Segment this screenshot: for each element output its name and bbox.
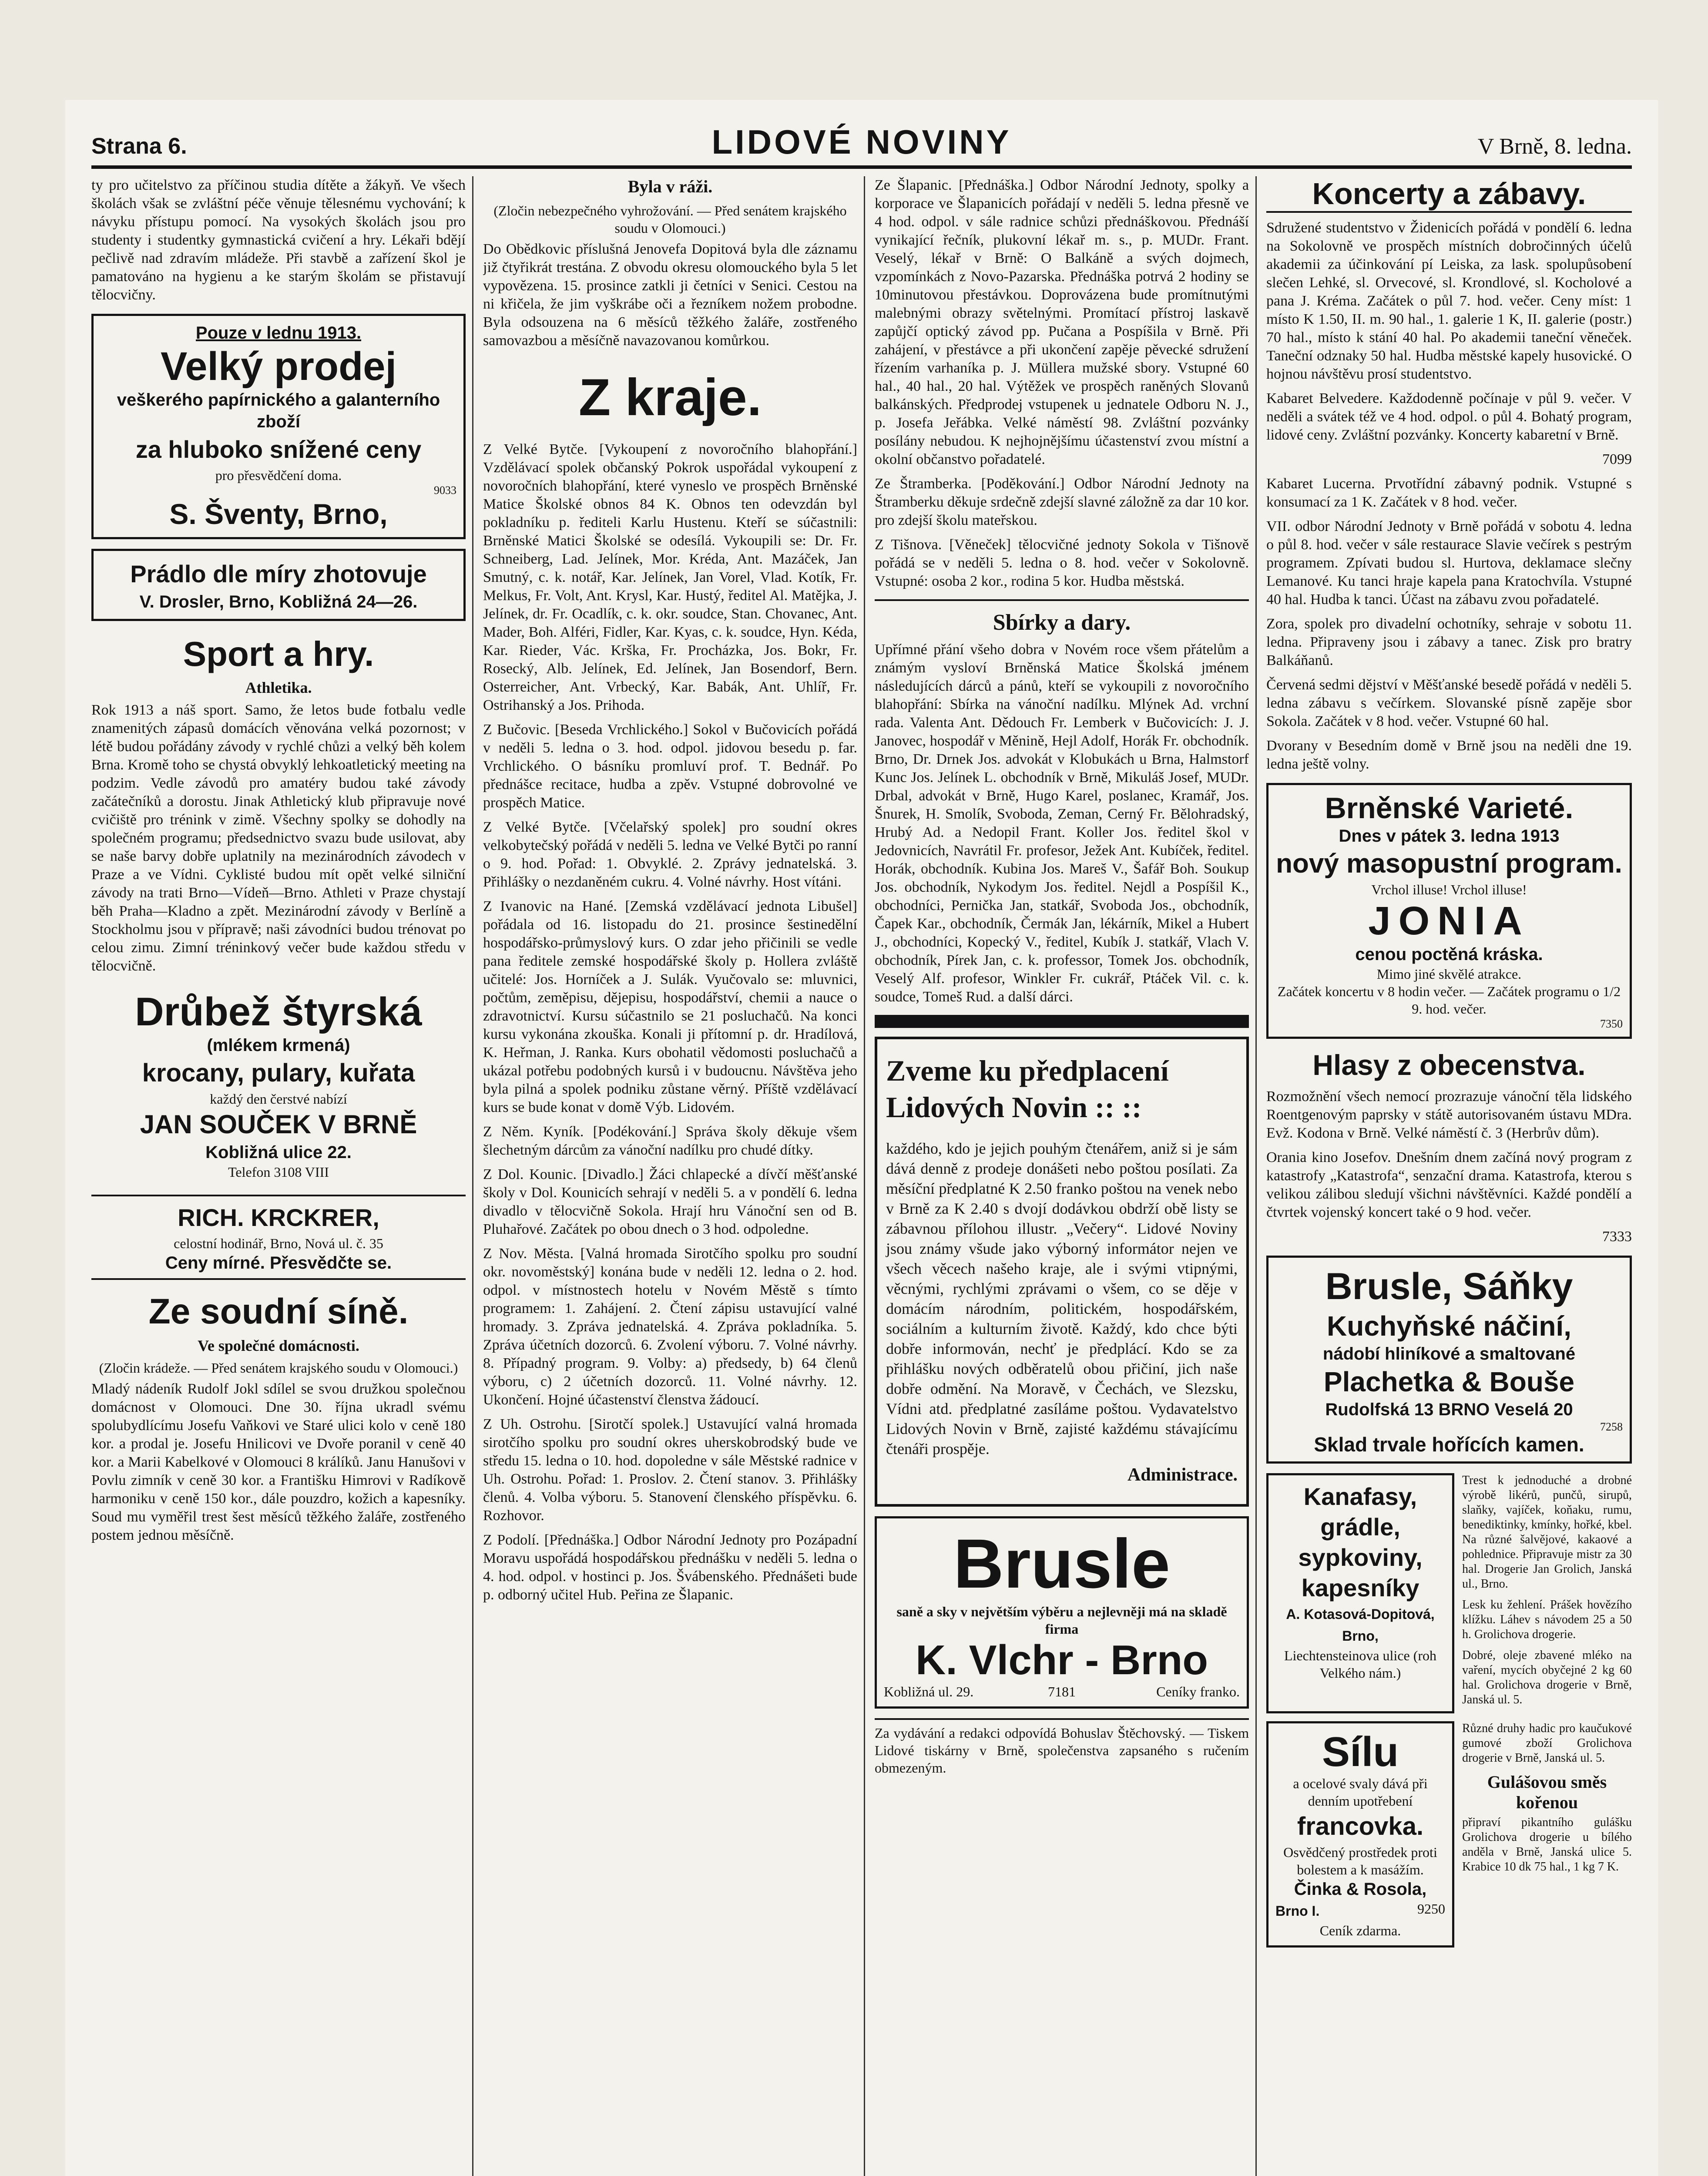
section-title-hlasy: Hlasy z obecenstva.	[1312, 1049, 1586, 1081]
small-ad: připraví pikantního gulášku Grolichova drogerie u bílého anděla v Brně, Janská ulice 5. Krabice 10 dk 75 hal., 1 kg 7 K.	[1462, 1816, 1632, 1874]
hlasy-item: Orania kino Josefov. Dnešním dnem začíná nový program z katastrofy „Katastrofa“, senzační drama. Katastrofa, kterou s velikou zálibou sledují všichni návštěvníci. Každé pondělí a čtvrtek vojenský koncert také o 9 hod. večer.	[1266, 1149, 1632, 1220]
notice-text: každého, kdo je jejich pouhým čtenářem, aniž si je sám dává denně z prodeje donášeti nebo poštou posílati. Za měsíční předplatné K 2.50 franko poštou na venek nebo v Brně za K 2.40 s dvojí dodávkou obdrží obě listy se zábavnou přílohou illustr. „Večery“. Lidové Noviny jsou známy všude jako výborný informátor nejen ve všech věcech našeho kraje, ale i svými vtipnými, věcnými, rychlými zprávami o všem, co se děje v domácím národním, politickém, hospodářském, sociálním a kulturním životě. Každý, kdo chce býti dobře informován, nechť je předplácí. Kdo se za přihlášku nových odběratelů obou přičiní, jich naše dobře odmění. Na Moravě, v Čechách, ve Slezsku, Vídni atd. předplatné zasíláme poštou. Vydavatelstvo Lidových Novin v Brně, zajisté každému stávajícímu čtenáři prospěje.	[886, 1140, 1238, 1457]
ad-note: Mimo jiné skvělé atrakce.	[1376, 966, 1522, 982]
ad-prices: za hluboko snížené ceny	[135, 436, 422, 463]
ad-title: Prádlo dle míry zhotovuje	[130, 560, 427, 588]
issue-date: V Brně, 8. ledna.	[1477, 134, 1632, 159]
ad-address: Kobližná ulice 22.	[205, 1143, 352, 1162]
ad-title: Kanafasy, grádle, sypkoviny, kapesníky	[1298, 1483, 1423, 1602]
ad-star-sub: cenou poctěná kráska.	[1355, 945, 1543, 964]
ad-note: pro přesvědčení doma.	[215, 467, 342, 483]
sport-article: Rok 1913 a náš sport. Samo, že letos bude fotbalu vedle znamenitých zápasů domácích věnována velká pozornost; v létě budou pořádány závody v rychlé chůzi a velký běh kolem Brna. Kromě toho se chystá obvyklý lehkoatletický meeting na podzim. Vedle závodů pro amatéry budou také závody začátečníků a dorostu. Jinak Athletický klub připravuje nové cvičiště pro trénink v zimě. Všechny spolky se dohodly na společném programu; předsednictvo svazu bude usilovat, aby se naše barvy dobře uplatnily na mezinárodních závodech v Praze a ve Vídni. Cyklisté budou mít opět velké silniční závody na trati Brno—Vídeň—Brno. Athleti v Praze chystají běh Praha—Kladno a zpět. Mezinárodní závody v Berlíně a Stockholmu jsou v přípravě; naši závodníci budou trénovat po celou zimu. Zimní tréninkový večer bude každou středu v tělocvičně.	[91, 702, 466, 974]
ad-start: Začátek koncertu v 8 hodin večer. — Začátek programu o 1/2 9. hod. večer.	[1277, 984, 1621, 1017]
ad-number: 9250	[1417, 1901, 1445, 1917]
kraje-item: Z Nov. Města. [Valná hromada Sirotčího spolku pro soudní okr. novoměstský] konána bude v neděli 12. ledna o 2. hod. odpol. v místnostech hotelu v Novém Městě s tímto programem: 1. Zahájení. 2. Čtení zápisu ustavující valné hromady. 3. Zpráva jednatelská. 4. Zpráva pokladníka. 5. Zpráva účetních dozorců. 6. Zvolení výboru. 7. Volné návrhy. 8. Případný program. 9. Volby: a) předsedy, b) 64 členů výboru, c) 2 účetních dozorců. 11. Volné návrhy. 12. Ukončení. Hojné účastenství členstva žádoucí.	[483, 1246, 857, 1408]
article-subtitle: (Zločin krádeže. — Před senátem krajského soudu v Olomouci.)	[99, 1360, 458, 1376]
column-1	[91, 176, 466, 2176]
ad-kreker	[91, 1195, 466, 1280]
page-number: Strana 6.	[91, 134, 187, 159]
koncerty-item: Kabaret Lucerna. Prvotřídní zábavný podnik. Vstupné s konsumací za 1 K. Začátek v 8 hod. večer.	[1266, 476, 1632, 510]
ad-number: 7099	[1602, 451, 1632, 467]
news-item: Ze Šlapanic. [Přednáška.] Odbor Národní Jednoty, spolky a korporace ve Šlapanicích pořádají v neděli 5. ledna přesně ve 4 hod. odpol. v sále radnice schůzi přednáškovou. Přednáší vynikající řečník, plukovní lékař m. s., p. MUDr. Frant. Veselý, lékař v Brně: O Balkáně a svých dojmech, vzpomínkách z Novo-Pazarska. Přednáška potrvá 2 hodiny se 10minutovou přestávkou. Doprovázena bude promítnutými malebnými obrazy světelnými. Promítací přístroj laskavě zapůjčí optický závod pp. Pučana a Pospíšila v Brně. Při zahájení, v přestávce a při ukončení zapěje pěvecké sdružení řízením varhaníka p. J. Müllera mužské sbory. Vstupné 60 hal., 40 hal., 20 hal. Výtěžek ve prospěch raněných Slovanů balkánských. Předprodej vstupenek u jednatele Odboru N. J., p. Josefa Jeřábka. Velké náměstí 98. Zvláštní pozvánky posílány nebudou. K nejhojnějšímu účastenství zvou místní a okolní občanstvo pořadatelé.	[875, 177, 1249, 467]
section-title-court: Ze soudní síně.	[148, 1292, 409, 1331]
ad-francovka	[1266, 1721, 1454, 1948]
ad-footer: Sklad trvale hořících kamen.	[1314, 1433, 1584, 1456]
court-article: Mladý nádeník Rudolf Jokl sdílel se svou družkou společnou domácnost v Olomouci. Dne 30. října ukradl svému spolubydlícímu Josefu Vaňkovi ve Staré ulici kolo v ceně 180 kor. a prodal je. Josefu Hnilicovi ve Dvoře poranil v ceně 40 kor. a Marii Kabelkové v Olomouci 8 králíků. Janu Hanušovi v Povlu zimník v ceně 30 kor. a Františku Himrovi v Radíkově harmoniku v ceně 150 kor., dále pouzdro, kožich a kapesníky. Soud mu vyměřil trest šest měsíců těžkého žaláře, zostřeného postem jednou měsíčně.	[91, 1381, 466, 1543]
ad-note: Ceníky franko.	[1156, 1684, 1240, 1699]
section-subtitle: Athletika.	[245, 679, 312, 696]
ad-velky-prodej	[91, 314, 466, 539]
column-3	[875, 176, 1249, 2176]
ad-number: 7181	[1048, 1684, 1076, 1699]
ad-title: Sílu	[1322, 1729, 1399, 1775]
kraje-item: Z Velké Bytče. [Vykoupení z novoročního blahopřání.] Vzdělávací spolek občanský Pokrok uspořádal vykoupení z novoročních blahopřání, které vyneslo ve prospěch Brněnské Matice Školské obnos 84 K. Obnos ten odevzdán byl pokladníku p. řediteli Karlu Hustenu. Kteří se súčastnili: Brněnské Matici Školské se odesílá. Vykoupili se: Dr. Fr. Schneiberg, Lad. Jelínek, Mor. Kréda, Ant. Mazáček, Jan Smutný, c. k. notář, Kar. Jelínek, Jan Vorel, Vlad. Kotík, Fr. Melkus, Fr. Volt, Ant. Krysl, Kar. Hustý, ředitel Al. Matějka, J. Jelínek, dr. Fr. Ocadlík, c. k. okr. soudce, Stan. Chovanec, Ant. Mader, Boh. Alféri, Fidler, Kar. Kyas, c. k. soudce, Hyn. Kéda, Kar. Rieder, Vác. Krška, Fr. Procházka, Jos. Bokr, Fr. Rosecký, Alb. Jelínek, Ed. Jelínek, Jan Bosendorf, Bern. Osterreicher, Ant. Vrbecký, Kar. Babák, Ant. Uhlíř, Fr. Ostrihanský a Jos. Prihoda.	[483, 441, 857, 713]
ad-note: Vrchol illuse! Vrchol illuse!	[1371, 882, 1527, 897]
small-ad: Dobré, oleje zbavené mléko na vaření, mycích obyčejné 2 kg 60 hal. Grolichova drogerie v Brně, Janská ul. 5.	[1462, 1649, 1632, 1706]
ad-address: Kobližná ul. 29.	[884, 1684, 974, 1699]
ad-title: Drůbež štyrská	[135, 990, 422, 1034]
kraje-item: Z Bučovic. [Beseda Vrchlického.] Sokol v Bučovicích pořádá v neděli 5. ledna o 3. hod. odpol. jidovou besedu p. far. Vrchlického. O básníku promluví prof. T. Bednář. Po přednášce recitace, hudba a zpěv. Vstupné dobrovolné ve prospěch Matice.	[483, 722, 857, 811]
column-2	[483, 176, 857, 2176]
imprint: Za vydávání a redakci odpovídá Bohuslav Štěchovský. — Tiskem Lidové tiskárny v Brně, společenstva zapsaného s ručením obmezeným.	[875, 1718, 1249, 1776]
ad-title: Brněnské Varieté.	[1325, 792, 1574, 825]
ad-address: celostní hodinář, Brno, Nová ul. č. 35	[174, 1236, 383, 1251]
column-divider	[1255, 176, 1257, 2176]
koncerty-item: Zora, spolek pro divadelní ochotníky, sehraje v sobotu 11. ledna. Připraveny jsou i zábavy a tanec. Zisk pro bratry Balkáňanů.	[1266, 616, 1632, 668]
ad-footer: Ceník zdarma.	[1319, 1923, 1401, 1938]
masthead: LIDOVÉ NOVINY	[711, 123, 1012, 161]
ad-address: Liechtensteinova ulice (roh Velkého nám.)	[1284, 1648, 1437, 1681]
small-ad: Různé druhy hadic pro kaučukové gumové zboží Grolichova drogerie v Brně, Janská ul. 5.	[1462, 1722, 1632, 1765]
koncerty-item: Červená sedmi dějství v Měšťanské besedě pořádá v neděli 5. ledna zábavu s večírkem. Slovanské písně zapěje sbor Sokola. Začátek v 8 hod. večer. Vstupné 60 hal.	[1266, 677, 1632, 729]
byla-article: Do Obědkovic příslušná Jenovefa Dopitová byla dle záznamu již čtyřikrát trestána. Z obvodu okresu olomouckého byla 5 let vypovězena. 15. prosince zatkli ji četníci v Senici. Cestou na ni křičela, že jim vyškrábe oči a řezníkem nožem probodne. Byla odsouzena na 6 měsíců těžkého žaláře, zostřeného samovazbou a měsíčně navazovanou komůrkou.	[483, 241, 857, 349]
ads-row-2	[1266, 1721, 1632, 1948]
section-title-kraje: Z kraje.	[578, 368, 762, 426]
ad-products: Kuchyňské náčiní,	[1327, 1310, 1571, 1342]
ad-brusle-vlchr	[875, 1516, 1249, 1709]
section-title-sbirky: Sbírky a dary.	[993, 610, 1131, 635]
ad-subtitle: (mlékem krmená)	[207, 1036, 350, 1055]
ad-number: 7350	[1600, 1017, 1623, 1030]
koncerty-item: Kabaret Belvedere. Každodenně počínaje v půl 9. večer. V neděli a svátek též ve 4 hod. odpol. o půl 4. Bohatý program, lidové ceny. Zvláštní pozvánky. Koncerty kabaretní v Brně.	[1266, 390, 1632, 443]
ad-pradlo	[91, 549, 466, 621]
ad-firm: Plachetka & Bouše	[1323, 1366, 1575, 1397]
koncerty-item: VII. odbor Národní Jednoty v Brně pořádá v sobotu 4. ledna o půl 8. hod. večer v sále restaurace Slavie večírek s pestrým programem. Zpívati budou sl. Hurtova, deklamace slečny Lemanové. Ku tanci hraje kapela pana Kratochvíla. Vstupné 40 hal. Hudba k tanci. Účast na zábavu zvou pořadatelé.	[1266, 518, 1632, 608]
ads-row-1	[1266, 1473, 1632, 1713]
ad-products: krocany, pulary, kuřata	[142, 1059, 415, 1087]
small-ads	[1462, 1721, 1632, 1948]
small-ads	[1462, 1473, 1632, 1713]
column-divider	[864, 176, 865, 2176]
kraje-item: Z Dol. Kounic. [Divadlo.] Žáci chlapecké a dívčí měšťanské školy v Dol. Kounicích sehrají v neděli 5. a v pondělí 6. ledna divadlo v tělocvičně Sokola. Hrají hru Vánoční sen od B. Pluhařové. Začátek po obou dnech o 3 hod. odpoledne.	[483, 1166, 857, 1237]
ad-firm: RICH. KRCKRER,	[178, 1204, 379, 1231]
ad-firm: JAN SOUČEK V BRNĚ	[140, 1110, 417, 1139]
ad-phone: Telefon 3108 VIII	[228, 1164, 329, 1180]
ad-star: JONIA	[1368, 899, 1530, 943]
ad-note: Osvědčený prostředek proti bolestem a k masážím.	[1283, 1844, 1437, 1877]
ad-title: Brusle	[953, 1525, 1170, 1602]
kraje-item: Z Uh. Ostrohu. [Sirotčí spolek.] Ustavující valná hromada sirotčího spolku pro soudní okres uherskobrodský bude ve středu 15. ledna o 10. hod. dopoledne v sále Městské radnice v Uh. Ostrohu. Pořad: 1. Proslov. 2. Čtení stanov. 3. Přihlášky členů. 4. Volba výboru. 5. Stanovení členského příspěvku. 6. Rozhovor.	[483, 1416, 857, 1524]
page-header	[91, 118, 1632, 169]
ad-varieté	[1266, 783, 1632, 1039]
hlasy-item: Rozmožnění všech nemocí prozrazuje vánoční těla lidského Roentgenovým paprsky v státě autorisovaném ústavu MDra. Evž. Kodona v Brně. Velké náměstí č. 3 (Herbrův dům).	[1266, 1088, 1632, 1141]
article-subtitle: (Zločin nebezpečného vyhrožování. — Před senátem krajského soudu v Olomouci.)	[493, 203, 847, 236]
ad-date: Dnes v pátek 3. ledna 1913	[1339, 826, 1560, 846]
ad-headline: Pouze v lednu 1913.	[195, 323, 362, 343]
kraje-item: Z Podolí. [Přednáška.] Odbor Národní Jednoty pro Pozápadní Moravu uspořádá hospodářskou přednášku v neděli 5. ledna o 4. hod. odpol. v hostinci p. Jos. Švábenského. Přednášeti bude p. odborný učitel Hub. Peřina ze Šlapanic.	[483, 1532, 857, 1603]
small-ad: Lesk ku žehlení. Prášek hovězího klížku. Láhev s návodem 25 a 50 h. Grolichova drogerie.	[1462, 1598, 1632, 1641]
koncerty-item: Dvorany v Besedním domě v Brně jsou na neděli dne 19. ledna ještě volny.	[1266, 738, 1632, 772]
ad-address: V. Drosler, Brno, Kobližná 24—26.	[139, 592, 418, 611]
ad-kanafasy	[1266, 1473, 1454, 1713]
ad-subtitle: nádobí hliníkové a smaltované	[1322, 1344, 1576, 1363]
ad-number: 9033	[434, 484, 456, 497]
ad-footer: Ceny mírné. Přesvědčte se.	[165, 1253, 392, 1273]
article-title: Byla v ráži.	[627, 177, 713, 196]
ad-city: Brno,	[1342, 1628, 1379, 1644]
kraje-item: Z Něm. Kyník. [Podékování.] Správa školy děkuje všem šlechetným dárcům za vánoční nadílku pro chudé dítky.	[483, 1124, 857, 1158]
ad-firm: K. Vlchr - Brno	[915, 1637, 1208, 1683]
subscription-notice	[875, 1037, 1249, 1507]
koncerty-item: Sdružené studentstvo v Židenicích pořádá v pondělí 6. ledna na Sokolovně ve prospěch místních dobročinných účelů akademii za účinkování pí Leiska, za lask. spolupůsobení slečen Lehké, sl. Orvecové, sl. Krondlové, sl. Kocholové a pana J. Kréma. Začátek o půl 7. hod. večer. Ceny míst: 1 místo K 1.50, II. m. 90 hal., 1. galerie 1 K, II. galerie (postr.) 70 hal., místo k stání 40 hal. Po akademii taneční věneček. Taneční odznaky 50 hal. Hudba městské kapely husovické. O hojnou návštěvu prosí studentstvo.	[1266, 220, 1632, 382]
section-title-sport: Sport a hry.	[183, 635, 374, 673]
newspaper-page	[65, 100, 1658, 2176]
column-divider	[472, 176, 473, 2176]
ad-subtitle: saně a sky v největším výběru a nejlevněji má na skladě firma	[896, 1604, 1227, 1637]
ad-city: Brno I.	[1275, 1903, 1320, 1919]
ad-note: každý den čerstvé nabízí	[210, 1091, 347, 1107]
ad-address: Rudolfská 13 BRNO Veselá 20	[1325, 1400, 1573, 1419]
ad-number: 7333	[1602, 1229, 1632, 1245]
news-item: Z Tišnova. [Věneček] tělocvičné jednoty Sokola v Tišnově pořádá se v neděli 5. ledna o 8. hod. večer v Sokolovně. Vstupné: osoba 2 kor., rodina 5 kor. Hudba městská.	[875, 537, 1249, 589]
article-title: Ve společné domácnosti.	[198, 1337, 359, 1354]
notice-sign: Administrace.	[1127, 1465, 1238, 1485]
ad-firm: S. Šventy, Brno,	[169, 498, 388, 530]
divider-band	[875, 1015, 1249, 1028]
notice-title: Zveme ku předplacení Lidových Novin :: ::	[886, 1054, 1169, 1124]
ad-product: francovka.	[1297, 1812, 1424, 1840]
kraje-item: Z Velké Bytče. [Včelařský spolek] pro soudní okres velkobytečský pořádá v neděli 5. ledna ve Velké Bytči po ranní o 9. hod. Pořad: 1. Obvyklé. 2. Zprávy jednatelská. 3. Přihlášky o nezdaněném cukru. 4. Volné návrhy. Host vítáni.	[483, 819, 857, 890]
ad-firm: A. Kotasová-Dopitová,	[1286, 1606, 1435, 1622]
small-ad: Trest k jednoduché a drobné výrobě likérů, punčů, sirupů, slaňky, vajíček, koňaku, rumu, benediktinky, kmínky, hořké, kbel. Na různé šalvějové, kakaové a pohlednice. Připravuje mistr za 30 hal. Drogerie Jan Grolich, Janská ul., Brno.	[1462, 1474, 1632, 1591]
sbirky-article: Upřímné přání všeho dobra v Novém roce všem přátelům a známým vysloví Brněnská Matice Školská jménem následujících dárců a pánů, kteří se vykoupili z novoročního blahopřání: Sbírka na vánoční nadílku. Mlýnek Ad. vrchní rada. Valenta Ant. Dědouch Fr. Lemberk v Bučovicích: J. J. Janovec, hospodář v Měnině, Hejl Adolf, Horák Fr. obchodník. Brno, Dr. Drnek Jos. advokát v Klobukách u Brna, Halmstorf Kunc Jos. Jelínek L. obchodník v Brně, Mikuláš Josef, MUDr. Drbal, advokát v Brně, Hugo Karel, poslanec, Kramář, Jos. Šnurek, H. Smolík, Svoboda, Zeman, Cerný Fr. Bělohradský, Hrubý Ad. a Nedopil Frant. Koller Jos. ředitel škol v Jedovnicích, Navrátil Fr. profesor, Ježek Ant. Kubíček, ředitel. Horák, obchodník. Kubina Jos. Mareš V., Šafář Boh. Soukup Jos. obchodník, Nykodym Jos. ředitel. Nejdl a Pospíšil K., obchodníci, Pernička Jan, statkář, Svoboda Jos., obchodník, Čapek Kar., obchodník, Čermák Jan, lékárník, Mikel a Hubert J., obchodníci, Kopecký V., ředitel, Kubík J. statkář, Vlach V. obchodník, Pírek Jan, c. k. professor, Tomek Jos. obchodník, Veselý Alf. profesor, Winkler Fr. cukrář, Ptáček Vil. c. k. soudce, Tomeš Rud. a další dárci.	[875, 641, 1249, 1005]
kraje-item: Z Ivanovic na Hané. [Zemská vzdělávací jednota Libušel] pořádala od 16. listopadu do 21. prosince šestinedělní hospodářsko-průmyslový kurs. O zdar jeho přičinili se vedle pana ředitele zemské hospodářské školy p. Hollera zvláště učitelé: Jos. Horníček a J. Sulák. Vyučovalo se: mluvnici, počtům, zeměpisu, dějepisu, hospodářství, chemii a nauce o zdravotnictví. Kursu súčastnilo se 21 posluchačů. Na konci kursu vykonána zkouška. Konali ji přítomní p. dr. Hradílová, K. Heřman, J. Ranka. Kurs obohatil vědomosti posluchačů a ukázal potřebu podobných kursů i v budoucnu. Návštěva jeho byla pilná a spolek podniku zůstane věrný. Příště vzdělávací kurs se bude konat v domě Výb. Lidovém.	[483, 898, 857, 1115]
column-4	[1266, 176, 1632, 2176]
ad-subtitle: a ocelové svaly dává při denním upotřebení	[1293, 1776, 1428, 1809]
ad-firm: Činka & Rosola,	[1294, 1880, 1427, 1899]
ad-brusle-sanky	[1266, 1256, 1632, 1464]
divider	[875, 599, 1249, 601]
intro-paragraph: ty pro učitelstvo za příčinou studia dítěte a žákyň. Ve všech školách však se zvláštní péče věnuje tělesnému vychování; k návyku přístupu pomocí. Na vysokých školách jsou pro studenty i studentky gymnastická cvičení a hry. Lékaři bdějí pečlivě nad zdravím mládeže. Při stavbě a zařízení škol je pamatováno na hygienu a ke starým školám se přistavují tělocvičny.	[91, 177, 466, 303]
ad-subtitle: veškerého papírnického a galanterního zboží	[117, 390, 440, 431]
ad-number: 7258	[1600, 1420, 1623, 1433]
small-ad-title: Gulášovou směs kořenou	[1487, 1772, 1607, 1812]
ad-title: Brusle, Sáňky	[1325, 1266, 1573, 1307]
section-title-koncerty: Koncerty a zábavy.	[1266, 176, 1632, 213]
news-item: Ze Štramberka. [Poděkování.] Odbor Národní Jednoty na Štramberku děkuje srdečně zdejší slavné záložně za dar 10 kor. pro zdejší školu mateřskou.	[875, 476, 1249, 528]
ad-title: Velký prodej	[160, 344, 397, 389]
ad-program: nový masopustní program.	[1276, 849, 1622, 879]
ad-drubez	[91, 985, 466, 1185]
